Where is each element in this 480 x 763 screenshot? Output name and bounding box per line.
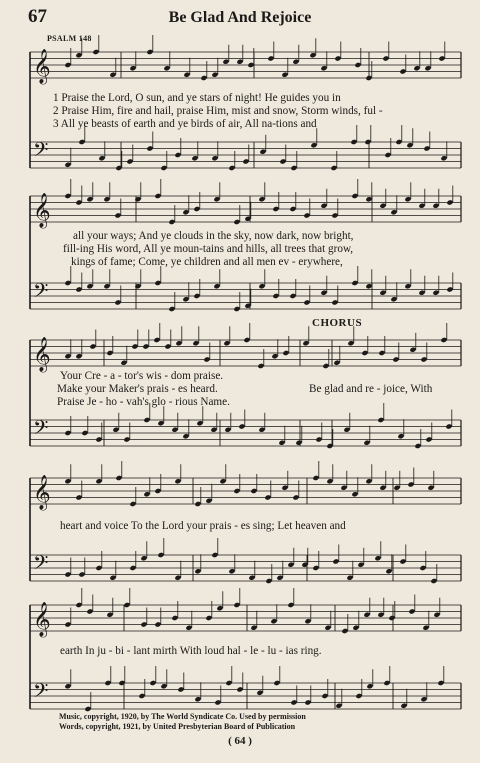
sys1-verse2: 2 Praise Him, fire and hail, praise Him, mist and snow, Storm winds, ful - [53, 105, 383, 117]
system-1-treble-clef-icon: 𝄞 [33, 49, 51, 84]
sys3-verse2: Make your Maker's prais - es heard. [57, 383, 218, 395]
chorus-line: Be glad and re - joice, With [309, 383, 433, 395]
system-5-bass-clef-icon: 𝄢 [33, 679, 49, 707]
system-3-bass-clef-icon: 𝄢 [33, 416, 49, 444]
page-number: ( 64 ) [228, 735, 252, 747]
system-5-treble-clef-icon: 𝄞 [33, 602, 51, 637]
words-copyright: Words, copyright, 1921, by United Presbyterian Board of Publication [59, 722, 296, 731]
hymn-title: Be Glad And Rejoice [168, 9, 312, 26]
chorus-label: CHORUS [312, 317, 363, 329]
system-4-bass-clef-icon: 𝄢 [33, 551, 49, 579]
system-2-bass-clef-icon: 𝄢 [33, 279, 49, 307]
system-1-bass-clef-icon: 𝄢 [33, 138, 49, 166]
music-copyright: Music, copyright, 1920, by The World Syndicate Co. Used by permission [59, 712, 306, 721]
sys2-verse3: kings of fame; Come, ye children and all men ev - erywhere, [71, 256, 343, 268]
sys4-line: heart and voice To the Lord your prais - es sing; Let heaven and [60, 520, 346, 532]
sys3-verse1: Your Cre - a - tor's wis - dom praise. [60, 370, 224, 382]
system-2-treble-clef-icon: 𝄞 [33, 193, 51, 228]
hymn-number: 67 [28, 6, 47, 27]
system-3-treble-clef-icon: 𝄞 [33, 337, 51, 372]
sys5-line: earth In ju - bi - lant mirth With loud hal - le - lu - ias ring. [60, 645, 322, 657]
sys2-verse2: fill-ing His word, All ye moun-tains and hills, all trees that grow, [63, 243, 354, 255]
tune-label: PSALM 148 [47, 34, 92, 43]
sys1-verse3: 3 All ye beasts of earth and ye birds of air, All na-tions and [53, 118, 317, 130]
sys1-verse1: 1 Praise the Lord, O sun, and ye stars of night! He guides you in [53, 92, 341, 104]
sys2-verse1: all your ways; And ye clouds in the sky, now dark, now bright, [73, 230, 354, 242]
sys3-verse3: Praise Je - ho - vah's glo - rious Name. [57, 396, 230, 408]
system-4-treble-clef-icon: 𝄞 [33, 475, 51, 510]
